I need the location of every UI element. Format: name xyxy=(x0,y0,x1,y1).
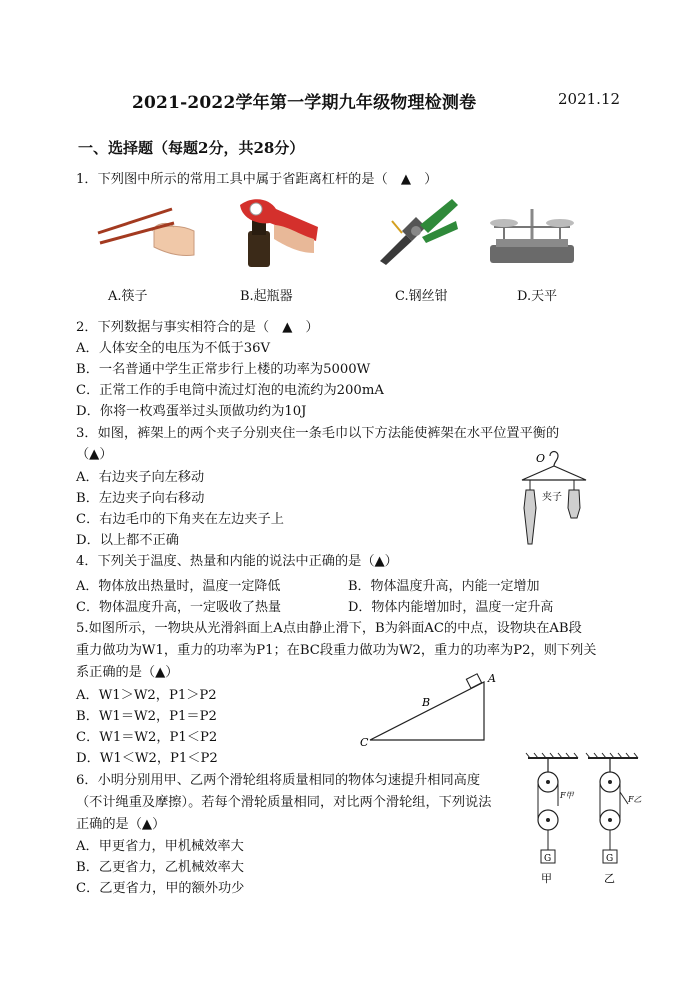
pulley-label-yi: 乙 xyxy=(604,872,615,885)
q5-option-b: B．W1＝W2，P1＝P2 xyxy=(76,709,217,724)
q2-option-c: C．正常工作的手电筒中流过灯泡的电流约为200mA xyxy=(76,383,384,398)
q6-stem-line1: 6．小明分别用甲、乙两个滑轮组将质量相同的物体匀速提升相同高度 xyxy=(76,773,481,788)
q5-stem-line3: 系正确的是（▲） xyxy=(76,665,179,680)
q6-option-b: B．乙更省力，乙机械效率大 xyxy=(76,860,244,875)
q4-option-a: A．物体放出热量时，温度一定降低 xyxy=(76,579,281,594)
section-heading: 一、选择题（每题2分，共28分） xyxy=(78,139,305,157)
q2-option-b: B．一名普通中学生正常步行上楼的功率为5000W xyxy=(76,362,371,377)
q5-option-c: C．W1＝W2，P1＜P2 xyxy=(76,730,218,745)
clip-label: 夹子 xyxy=(542,492,562,503)
q4-stem: 4．下列关于温度、热量和内能的说法中正确的是（▲） xyxy=(76,554,398,569)
pulley-label-jia: 甲 xyxy=(541,872,552,885)
q2-option-a: A．人体安全的电压为不低于36V xyxy=(76,341,271,356)
page-title: 2021-2022学年第一学期九年级物理检测卷 xyxy=(132,93,477,113)
incline-figure xyxy=(360,668,500,750)
balance-scale-image xyxy=(484,205,580,267)
q3-option-c: C．右边毛巾的下角夹在左边夹子上 xyxy=(76,512,284,527)
q2-option-d: D．你将一枚鸡蛋举过头顶做功约为10J xyxy=(76,404,307,419)
q1-option-c: C.钢丝钳 xyxy=(395,289,448,304)
weight-g-right: G xyxy=(606,854,614,864)
force-label-jia: F甲 xyxy=(560,791,574,800)
q5-stem-line1: 5.如图所示，一物块从光滑斜面上A点由静止滑下，B为斜面AC的中点，设物块在AB段 xyxy=(76,621,582,636)
q3-option-b: B．左边夹子向右移动 xyxy=(76,491,205,506)
hanger-figure xyxy=(518,448,592,548)
q5-option-d: D．W1＜W2，P1＜P2 xyxy=(76,751,218,766)
bottle-opener-image xyxy=(230,195,322,267)
q6-option-a: A．甲更省力，甲机械效率大 xyxy=(76,839,244,854)
q3-option-a: A．右边夹子向左移动 xyxy=(76,470,205,485)
pliers-image xyxy=(372,195,460,267)
weight-g-left: G xyxy=(544,854,552,864)
force-label-yi: F乙 xyxy=(628,795,642,804)
q3-stem-line1: 3．如图，裤架上的两个夹子分别夹住一条毛巾以下方法能使裤架在水平位置平衡的 xyxy=(76,426,560,441)
q1-stem: 1．下列图中所示的常用工具中属于省距离杠杆的是（ ▲ ） xyxy=(76,172,438,187)
q3-option-d: D．以上都不正确 xyxy=(76,533,179,548)
q4-option-b: B．物体温度升高，内能一定增加 xyxy=(348,579,540,594)
pulley-figure xyxy=(524,752,664,888)
q1-option-d: D.天平 xyxy=(517,289,558,304)
q4-option-c: C．物体温度升高，一定吸收了热量 xyxy=(76,600,281,615)
incline-point-a: A xyxy=(488,672,496,685)
incline-point-c: C xyxy=(360,736,369,749)
q6-option-c: C．乙更省力，甲的额外功少 xyxy=(76,881,245,896)
q3-stem-line2: （▲） xyxy=(76,447,113,462)
q1-option-b: B.起瓶器 xyxy=(240,289,293,304)
q2-stem: 2．下列数据与事实相符合的是（ ▲ ） xyxy=(76,320,319,335)
exam-date: 2021.12 xyxy=(558,90,621,108)
q6-stem-line2: （不计绳重及摩擦）。若每个滑轮质量相同，对比两个滑轮组，下列说法 xyxy=(76,795,492,810)
chopsticks-image xyxy=(94,195,198,267)
q4-option-d: D．物体内能增加时，温度一定升高 xyxy=(348,600,554,615)
incline-point-b: B xyxy=(422,696,431,709)
q5-stem-line2: 重力做功为W1，重力的功率为P1；在BC段重力做功为W2，重力的功率为P2，则下列关 xyxy=(76,643,597,658)
q6-stem-line3: 正确的是（▲） xyxy=(76,817,166,832)
q1-option-a: A.筷子 xyxy=(108,289,148,304)
q5-option-a: A．W1＞W2，P1＞P2 xyxy=(76,688,217,703)
hanger-o-label: O xyxy=(536,452,546,465)
